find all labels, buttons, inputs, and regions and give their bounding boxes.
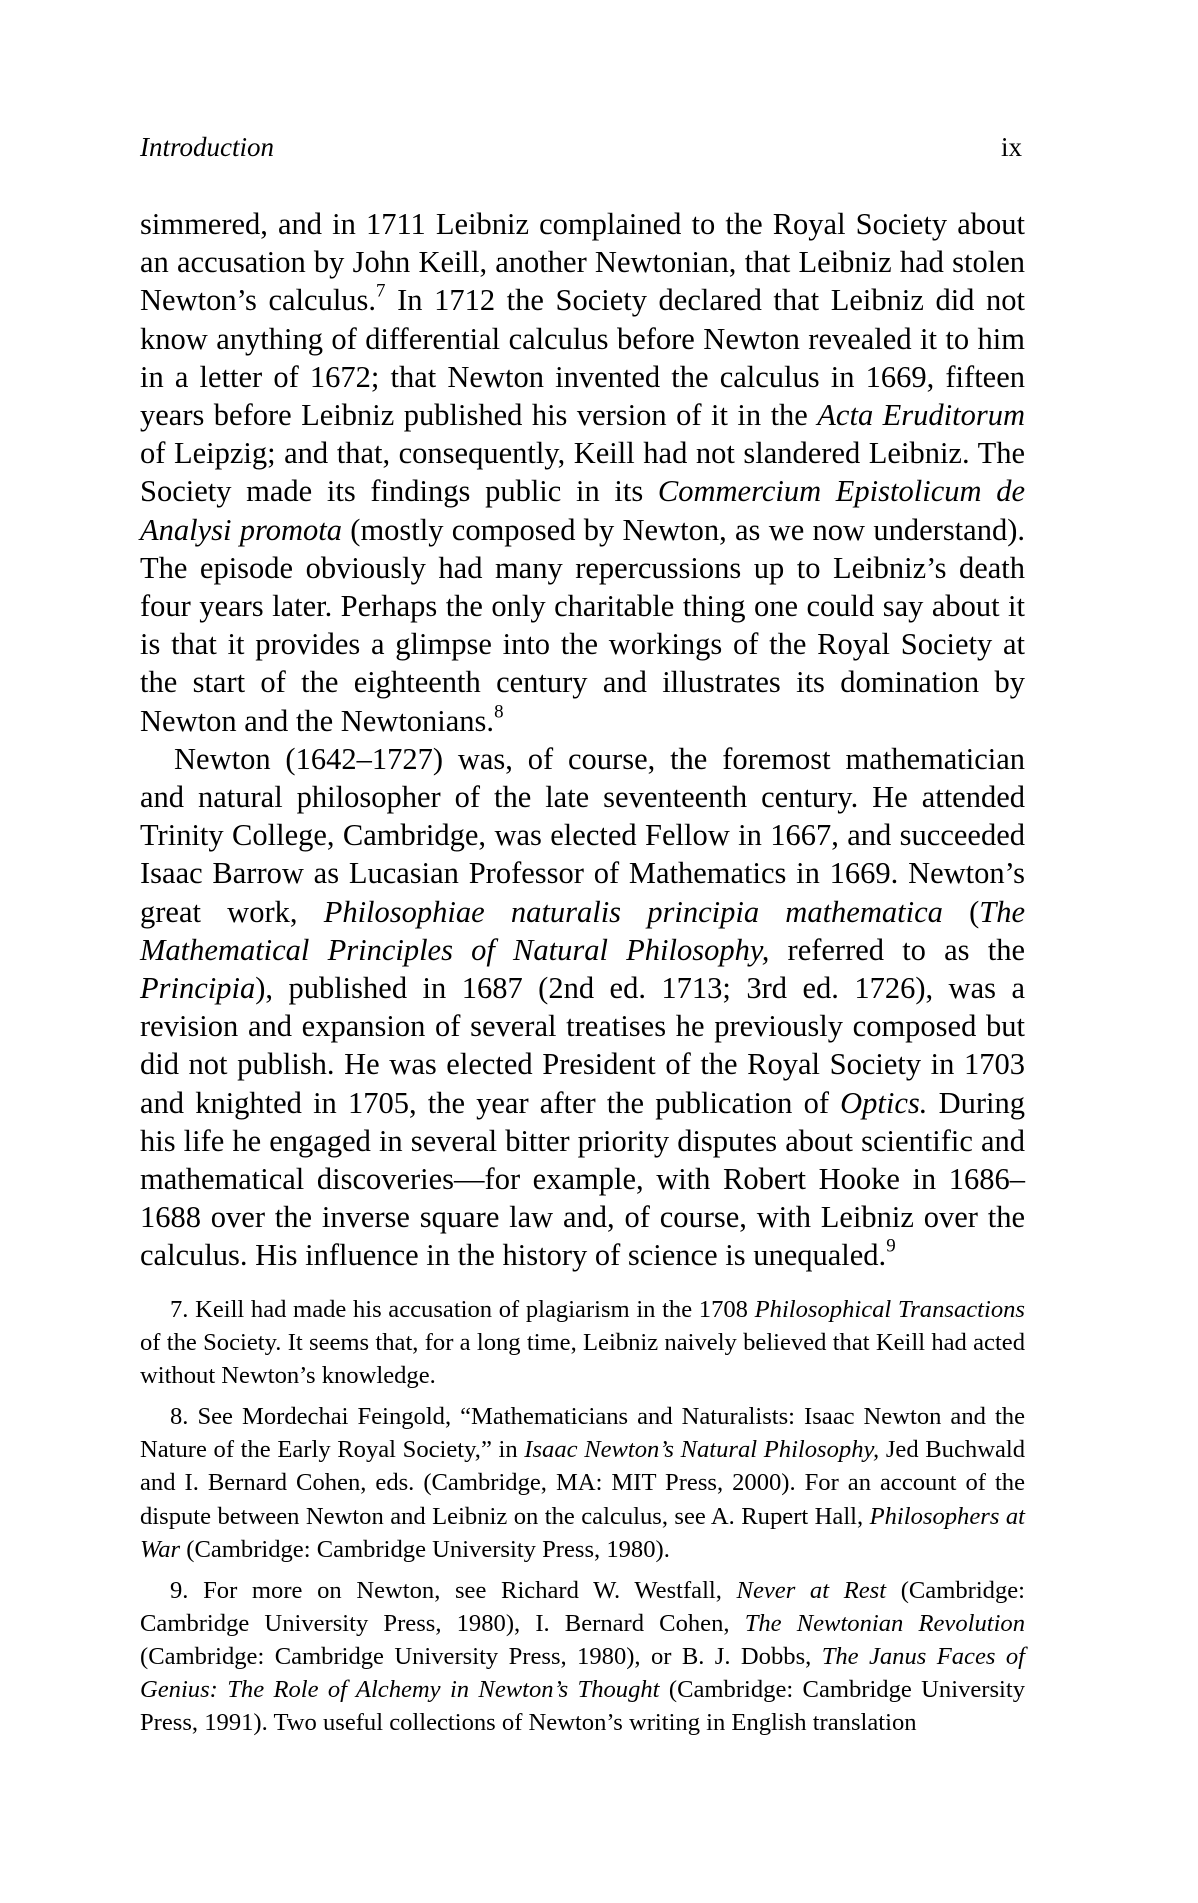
text-run: Newton (1642–1727) was, of course, the foremost mathematician and natural philosopher of the late seventeenth century. He attended Trinity College, Cambridge, was elected Fellow in 1667, and succeeded Isaac Barrow as Lucasian Professor of Mathematics in 1669. Newton’s great work, — [140, 741, 1025, 929]
text-run: of Leipzig; and that, consequently, Keill had not slandered Leibniz. The Society made its findings public in its — [140, 436, 1025, 509]
text-run: (Cambridge: Cambridge University Press, 1980), I. Bernard Cohen, — [140, 1576, 1025, 1637]
italic-title: Optics. — [840, 1085, 928, 1120]
running-header — [140, 132, 1022, 163]
text-run: simmered, and in 1711 Leibniz complained to the Royal Society about an accusation by John Keill, another Newtonian, that Leibniz had stolen Newton’s calculus. — [140, 207, 1025, 318]
text-run: In 1712 the Society declared that Leibniz did not know anything of differential calculus before Newton revealed it to him in a letter of 1672; that Newton invented the calculus in 1669, fifteen years before Leibniz published his version of it in the — [140, 283, 1025, 433]
italic-title: Principia — [140, 971, 256, 1006]
main-text — [140, 205, 1025, 1275]
text-run: (Cambridge: Cambridge University Press, 1980). — [180, 1535, 670, 1563]
italic-title: Philosophers at War — [140, 1502, 1025, 1563]
italic-title: Isaac Newton’s Natural Philosophy, — [524, 1436, 880, 1464]
running-title: Introduction — [140, 132, 274, 162]
text-run: (Cambridge: Cambridge University Press, 1980), or B. J. Dobbs, — [140, 1642, 822, 1670]
paragraph-1 — [140, 205, 1025, 740]
italic-title: Acta Eruditorum — [817, 398, 1025, 433]
footnote-9 — [140, 1574, 1025, 1739]
italic-title: Philosophical Transactions — [754, 1296, 1025, 1323]
text-run: (mostly composed by Newton, as we now understand). The episode obviously had many repercussions up to Leibniz’s death four years later. Perhaps the only charitable thing one could say about it is that it provides a glimpse into the workings of the Royal Society at the start of the eighteenth century and illustrates its domination by Newton and the Newtonians. — [140, 512, 1025, 738]
footnote-8 — [140, 1400, 1025, 1565]
text-run: Jed Buchwald and I. Bernard Cohen, eds. (Cambridge, MA: MIT Press, 2000). For an account of the dispute between Newton and Leibniz on the calculus, see A. Rupert Hall, — [140, 1436, 1025, 1530]
footnote-ref-7: 7 — [376, 280, 386, 302]
paragraph-2 — [140, 740, 1025, 1275]
footnotes — [140, 1293, 1025, 1747]
italic-title: The Mathematical Principles of Natural Philosophy, — [140, 894, 1025, 967]
text-run: ), published in 1687 (2nd ed. 1713; 3rd ed. 1726), was a revision and expansion of several treatises he previously composed but did not publish. He was elected President of the Royal Society in 1703 and knighted in 1705, the year after the publication of — [140, 971, 1025, 1120]
footnote-7 — [140, 1293, 1025, 1392]
footnote-ref-8: 8 — [494, 701, 504, 723]
italic-title: Never at Rest — [736, 1576, 887, 1604]
text-run: 7. Keill had made his accusation of plagiarism in the 1708 — [170, 1296, 755, 1323]
italic-title: The Newtonian Revolution — [744, 1609, 1025, 1637]
italic-title: The Janus Faces of Genius: The Role of Alchemy in Newton’s Thought — [140, 1642, 1025, 1704]
page-number: ix — [1000, 132, 1022, 162]
italic-title: Commercium Epistolicum de Analysi promota — [140, 474, 1025, 547]
text-run: (Cambridge: Cambridge University Press, 1991). Two useful collections of Newton’s writing in English translation — [140, 1676, 1026, 1737]
footnote-ref-9: 9 — [886, 1235, 896, 1257]
text-run: 8. See Mordechai Feingold, “Mathematicians and Naturalists: Isaac Newton and the Nature of the Early Royal Society,” in — [140, 1403, 1025, 1464]
italic-title: Philosophiae naturalis principia mathematica — [323, 894, 943, 929]
text-run: of the Society. It seems that, for a long time, Leibniz naively believed that Keill had acted without Newton’s knowledge. — [140, 1329, 1025, 1390]
text-run: During his life he engaged in several bitter priority disputes about scientific and mathematical discoveries—for example, with Robert Hooke in 1686–1688 over the inverse square law and, of course, with Leibniz over the calculus. His influence in the history of science is unequaled. — [140, 1085, 1025, 1273]
text-run: ( — [942, 894, 980, 929]
text-run: referred to as the — [769, 932, 1025, 967]
text-run: 9. For more on Newton, see Richard W. Westfall, — [170, 1576, 737, 1604]
